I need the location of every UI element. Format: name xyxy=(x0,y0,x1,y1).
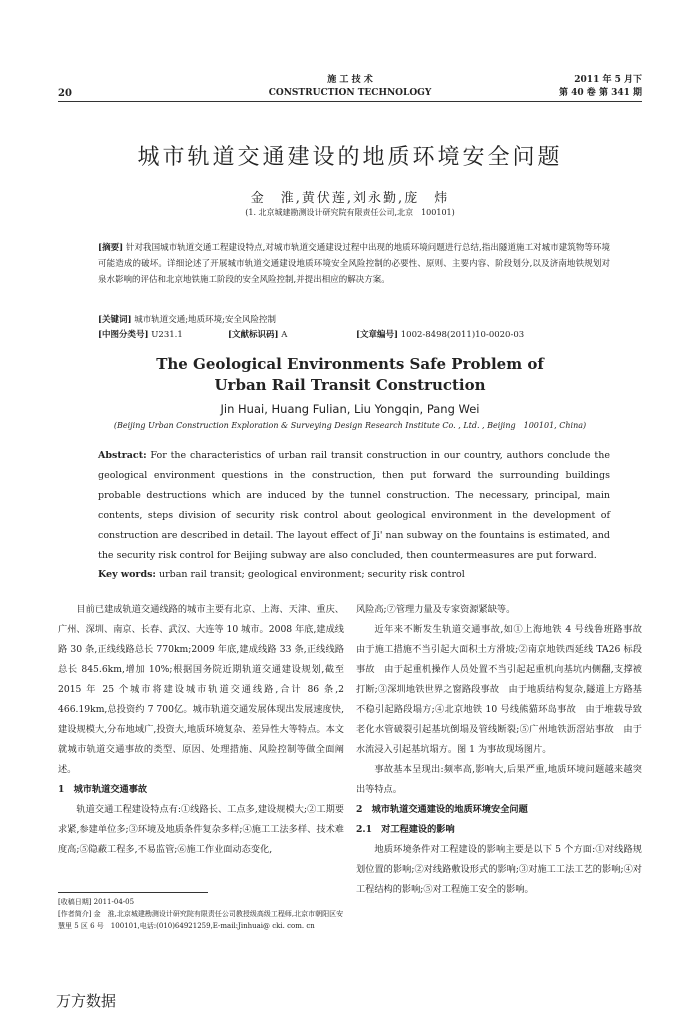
issue-volume: 第 40 卷 第 341 期 xyxy=(559,88,642,98)
issue-date: 2011 年 5 月下 xyxy=(574,75,642,85)
doc-code xyxy=(228,328,287,342)
watermark: 万方数据 xyxy=(56,992,117,1010)
abstract-cn-text: 针对我国城市轨道交通工程建设特点,对城市轨道交通建设过程中出现的地质环境问题进行总结,指出隧道施工对城市建筑物等环境可能造成的破坏。详细论述了开展城市轨道交通建设地质环境安全风险控制的必要性、原则、主要内容、阶段划分,以及济南地铁规划对泉水影响的评估和北京地铁施工阶段的安全风险控制,并提出相应的解决方案。 xyxy=(98,243,610,285)
keywords-en xyxy=(98,568,610,582)
body-paragraph: 地质环境条件对工程建设的影响主要是以下 5 个方面:①对线路规划位置的影响;②对线路敷设形式的影响;③对施工工法工艺的影响;④对工程结构的影响;⑤对工程施工安全的影响。 xyxy=(356,844,642,895)
article-label: [文章编号] xyxy=(356,330,399,340)
keywords-cn xyxy=(98,313,610,327)
title-en-line2: Urban Rail Transit Construction xyxy=(214,376,486,394)
clc-code xyxy=(98,328,183,342)
body-paragraph: 目前已建成轨道交通线路的城市主要有北京、上海、天津、重庆、广州、深圳、南京、长春、武汉、大连等 10 城市。2008 年底,建成线路 30 条,正线线路总长 770km;2009 年底,建成线路 33 条,正线线路总长 845.6km,增加 10%;根据国务院近期轨道交通建设规划,截至 2015 年 25 个城市将建设城市轨道交通线路,合计 86 条,2 466.19km,总投资约 7 700亿。城市轨道交通发展体现出发展速度快,建设规模大,分布地域广,投资大,地质环境复杂、差异性大等特点。本文就城市轨道交通事故的类型、原因、处理措施、风险控制等做全面阐述。 xyxy=(58,604,344,775)
title-cn: 城市轨道交通建设的地质环境安全问题 xyxy=(137,145,563,170)
affiliation-cn: (1. 北京城建勘测设计研究院有限责任公司,北京 100101) xyxy=(245,208,455,217)
footnote-rule xyxy=(58,892,208,893)
journal-name-en: CONSTRUCTION TECHNOLOGY xyxy=(268,88,432,98)
abstract-cn xyxy=(98,240,610,288)
article-number xyxy=(356,328,524,342)
section-heading: 1 城市轨道交通事故 xyxy=(58,784,148,795)
issue-info xyxy=(559,74,642,100)
clc-label: [中图分类号] xyxy=(98,330,149,340)
body-paragraph: 轨道交通工程建设特点有:①线路长、工点多,建设规模大;②工期要求紧,参建单位多;③环境及地质条件复杂多样;④施工工法多样、技术难度高;⑤隐蔽工程多,不易监管;⑥施工作业面动态变化, xyxy=(58,804,344,855)
abstract-en-text: For the characteristics of urban rail transit construction in our country, authors conclude the geological environment questions in the construction, then put forward the surrounding buildings probable destructions which are induced by the tunnel construction. The necessary, principal, main contents, steps division of security risk control about geological environment in the development of construction are described in detail. The layout effect of Ji' nan subway on the fountains is estimated, and the security risk control for Beijing subway are also concluded, then countermeasures are put forward. xyxy=(98,450,610,561)
abstract-cn-label: [摘要] xyxy=(98,243,124,253)
affiliation-en: (Beijing Urban Construction Exploration & Surveying Design Research Institute Co. , Ltd. , Beijing 100101, China) xyxy=(113,421,587,430)
keywords-cn-text: 城市轨道交通;地质环境;安全风险控制 xyxy=(134,315,276,325)
page-number: 20 xyxy=(58,88,72,99)
doc-label: [文献标识码] xyxy=(228,330,279,340)
keywords-en-text: urban rail transit; geological environment; security risk control xyxy=(158,569,465,580)
footnote xyxy=(58,896,344,932)
abstract-en xyxy=(98,446,610,566)
header-rule xyxy=(58,101,642,102)
footnote-received: [收稿日期] 2011-04-05 xyxy=(58,898,135,906)
body-right-column xyxy=(356,600,652,900)
title-en-line1: The Geological Environments Safe Problem of xyxy=(156,355,544,373)
body-paragraph: 事故基本呈现出:频率高,影响大,后果严重,地质环境问题越来越突出等特点。 xyxy=(356,764,642,795)
section-heading: 2 城市轨道交通建设的地质环境安全问题 xyxy=(356,804,528,815)
abstract-en-label: Abstract: xyxy=(98,450,147,461)
body-paragraph: 风险高;⑦管理力量及专家资源紧缺等。 xyxy=(356,604,516,615)
article-value: 1002-8498(2011)10-0020-03 xyxy=(400,330,525,340)
subsection-heading: 2.1 对工程建设的影响 xyxy=(356,824,455,835)
footnote-author: [作者简介] 金 淮,北京城建勘测设计研究院有限责任公司教授级高级工程师,北京市朝阳区安慧里 5 区 6 号 100101,电话:(010)64921259,E-mail:Jinhuai@ cki. com. cn xyxy=(58,910,344,930)
body-paragraph: 近年来不断发生轨道交通事故,如①上海地铁 4 号线鲁班路事故 由于施工措施不当引起大面积土方滑坡;②南京地铁西延线 TA26 标段事故 由于起重机操作人员处置不当引起起重机向基坑内侧翻,支撑被打断;③深圳地铁世界之窗路段事故 由于地质结构复杂,隧道上方路基不稳引起路段塌方;④北京地铁 10 号线熊猫环岛事故 由于堆载导致老化水管破裂引起基坑倒塌及管线断裂;⑤广州地铁沥滘站事故 由于水流浸入引起基坑塌方。图 1 为事故现场图片。 xyxy=(356,624,652,755)
title-en xyxy=(0,354,700,396)
body-left-column xyxy=(58,600,344,860)
doc-value: A xyxy=(281,330,288,340)
journal-name-cn: 施 工 技 术 xyxy=(327,75,373,85)
keywords-en-label: Key words: xyxy=(98,569,156,580)
clc-value: U231.1 xyxy=(151,330,183,340)
authors-en: Jin Huai, Huang Fulian, Liu Yongqin, Pang Wei xyxy=(220,402,480,416)
authors-cn: 金 淮,黄伏莲,刘永勤,庞 炜 xyxy=(250,191,450,206)
keywords-cn-label: [关键词] xyxy=(98,315,132,325)
